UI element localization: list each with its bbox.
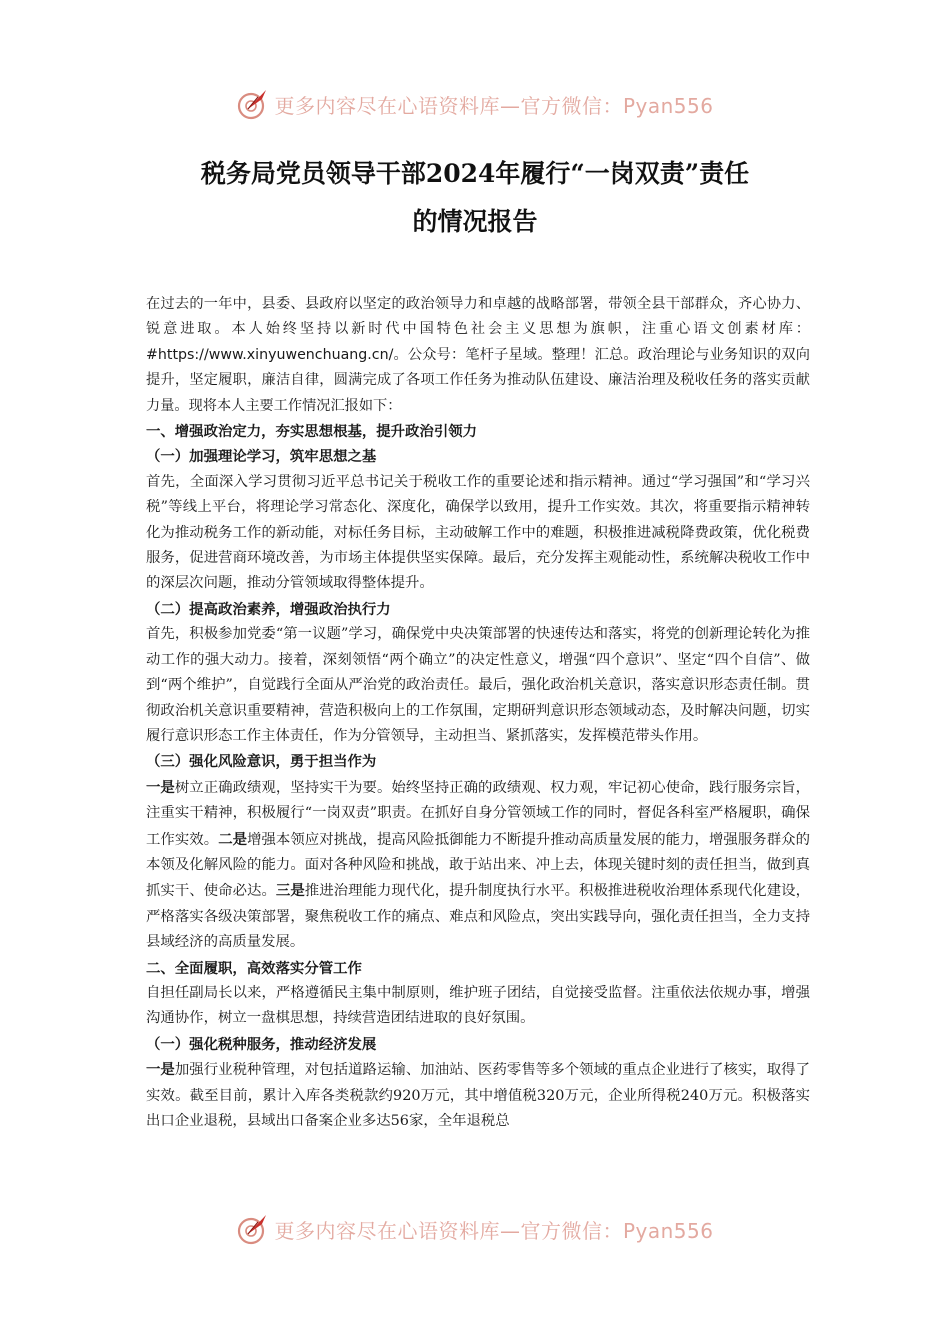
section-2-1-heading: （一）强化税种服务，推动经济发展	[146, 1035, 377, 1053]
report-body	[146, 292, 810, 1134]
title-line-1: 税务局党员领导干部2024年履行“一岗双责”责任	[200, 159, 750, 188]
section-1-1-heading: （一）加强理论学习，筑牢思想之基	[146, 448, 377, 466]
section-1-1-text: 首先，全面深入学习贯彻习近平总书记关于税收工作的重要论述和指示精神。通过“学习强国”和“学习兴税”等线上平台，将理论学习常态化、深度化，确保学以致用，提升工作实效。其次，将重要指示精神转化为推动税务工作的新动能，对标任务目标，主动破解工作中的难题，积极推进减税降费政策，优化税费服务，促进营商环境改善，为市场主体提供坚实保障。最后，充分发挥主观能动性，系统解决税收工作中的深层次问题，推动分管领域取得整体提升。	[146, 473, 810, 592]
section-1-3-text	[146, 775, 810, 956]
point-text-3: 推进治理能力现代化，提升制度执行水平。积极推进税收治理体系现代化建设，严格落实各级决策部署，聚焦税收工作的痛点、难点和风险点，突出实践导向，强化责任担当，全力支持县域经济的高质量发展。	[146, 883, 810, 951]
section-1-2-text: 首先，积极参加党委“第一议题”学习，确保党中央决策部署的快速传达和落实，将党的创新理论转化为推动工作的强大动力。接着，深刻领悟“两个确立”的决定性意义，增强“四个意识”、坚定“四个自信”、做到“两个维护”，自觉践行全面从严治党的政治责任。最后，强化政治机关意识，落实意识形态责任制。贯彻政治机关意识重要精神，营造积极向上的工作氛围，定期研判意识形态领域动态，及时解决问题，切实履行意识形态工作主体责任，作为分管领导，主动担当、紧抓落实，发挥模范带头作用。	[146, 626, 810, 744]
page-title	[110, 150, 840, 246]
point-lead-4: 一是	[146, 1061, 175, 1079]
point-lead-3: 三是	[275, 882, 305, 900]
section-1-heading: 一、增强政治定力，夯实思想根基，提升政治引领力	[146, 423, 477, 441]
point-text-2: 增强本领应对挑战，提高风险抵御能力不断提升推动高质量发展的能力，增强服务群众的本领及化解风险的能力。面对各种风险和挑战，敢于站出来、冲上去，体现关键时刻的责任担当，做到真抓实干、使命必达。	[146, 831, 810, 900]
section-2-heading: 二、全面履职，高效落实分管工作	[146, 959, 362, 977]
point-text-4: 加强行业税种管理，对包括道路运输、加油站、医药零售等多个领域的重点企业进行了核实，取得了实效。截至目前，累计入库各类税款约920万元，其中增值税320万元，企业所得税240万元。积极落实出口企业退税，县域出口备案企业多达56家，全年退税总	[146, 1062, 810, 1129]
intro-paragraph: 在过去的一年中，县委、县政府以坚定的政治领导力和卓越的战略部署，带领全县干部群众，齐心协力、锐意进取。本人始终坚持以新时代中国特色社会主义思想为旗帜，注重心语文创素材库：#https://www.xinyuwenchuang.cn/。公众号：笔杆子星域。整理！汇总。政治理论与业务知识的双向提升，坚定履职，廉洁自律，圆满完成了各项工作任务为推动队伍建设、廉洁治理及税收任务的落实贡献力量。现将本人主要工作情况汇报如下：	[146, 296, 810, 414]
section-2-text: 自担任副局长以来，严格遵循民主集中制原则，维护班子团结，自觉接受监督。注重依法依规办事，增强沟通协作，树立一盘棋思想，持续营造团结进取的良好氛围。	[146, 984, 810, 1027]
section-2-1-text	[146, 1057, 810, 1134]
title-line-2: 的情况报告	[412, 207, 538, 236]
section-1-2-heading: （二）提高政治素养，增强政治执行力	[146, 600, 391, 618]
header-banner	[0, 84, 950, 124]
banner-text: 更多内容尽在心语资料库—官方微信：Pyan556	[274, 93, 714, 118]
banner-text: 更多内容尽在心语资料库—官方微信：Pyan556	[274, 1218, 714, 1243]
footer-banner	[0, 1209, 950, 1249]
section-1-3-heading: （三）强化风险意识，勇于担当作为	[146, 753, 377, 771]
point-lead-2: 二是	[218, 830, 248, 848]
quill-logo-icon	[236, 1212, 270, 1246]
quill-logo-icon	[236, 87, 270, 121]
point-text-1: 树立正确政绩观，坚持实干为要。始终坚持正确的政绩观、权力观，牢记初心使命，践行服务宗旨，注重实干精神，积极履行“一岗双责”职责。在抓好自身分管领域工作的同时，督促各科室严格履职，确保工作实效。	[146, 779, 810, 848]
point-lead-1: 一是	[146, 778, 175, 796]
